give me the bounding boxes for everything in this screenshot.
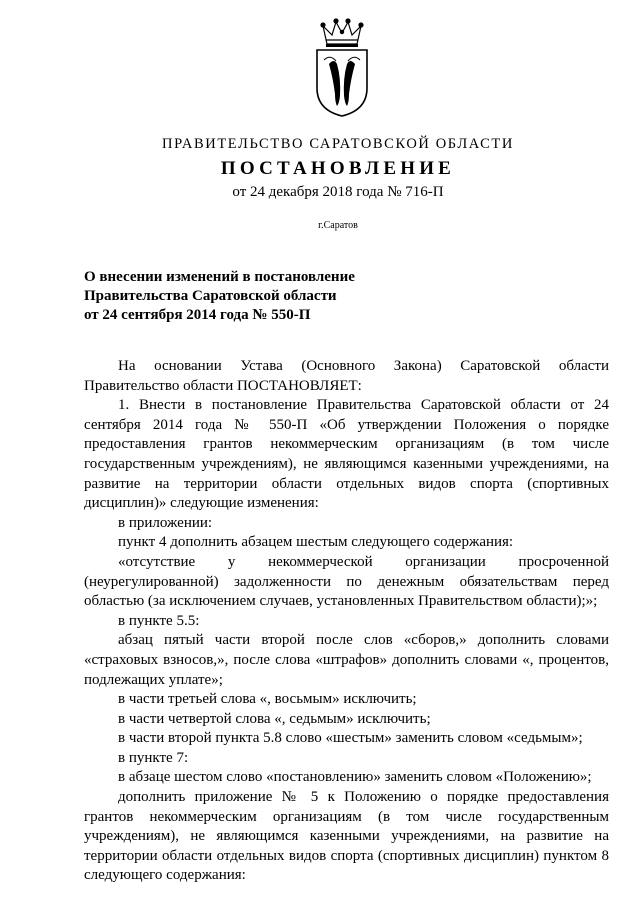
body-paragraph: в пункте 5.5:	[118, 612, 200, 629]
saratov-coat-of-arms-icon	[310, 18, 374, 118]
body-paragraph: абзац пятый части второй после слов «сборов,» дополнить словами «страховых взносов,», после слова «штрафов» дополнить словами «, процентов, подлежащих уплате»;	[84, 632, 609, 688]
body-paragraph: пункт 4 дополнить абзацем шестым следующего содержания:	[118, 534, 514, 551]
subject-line: Правительства Саратовской области	[84, 288, 337, 304]
document-subject	[84, 268, 355, 325]
subject-line: О внесении изменений в постановление	[84, 269, 355, 285]
body-paragraph: в части третьей слова «, восьмым» исключить;	[118, 691, 417, 708]
document-type: ПОСТАНОВЛЕНИЕ	[220, 158, 456, 179]
body-paragraph: в абзаце шестом слово «постановлению» заменить словом «Положению»;	[118, 769, 592, 786]
body-paragraph: в части четвертой слова «, седьмым» исключить;	[118, 710, 431, 727]
subject-line: от 24 сентября 2014 года № 550-П	[84, 307, 311, 323]
document-date-number: от 24 декабря 2018 года № 716-П	[232, 184, 444, 200]
body-paragraph: «отсутствие у некоммерческой организации просроченной (неурегулированной) задолженности по денежным обязательствам перед областью (за исключением случаев, установленных Правительством области);»;	[84, 553, 609, 610]
body-paragraph: На основании Устава (Основного Закона) Саратовской области Правительство области ПОСТАНОВЛЯЕТ:	[84, 358, 609, 394]
document-city: г.Саратов	[318, 220, 358, 231]
body-paragraph: в приложении:	[118, 514, 213, 531]
document-body	[84, 357, 609, 886]
body-paragraph: 1. Внести в постановление Правительства Саратовской области от 24 сентября 2014 года № 550-П «Об утверждении Положения о порядке предоставления грантов некоммерческим организациям (в том числе государственным учреждениям), не являющимся казенными учреждениями, на развитие на территории области отдельных видов спорта (спортивных дисциплин)» следующие изменения:	[84, 397, 609, 512]
body-paragraph: в пункте 7:	[118, 749, 189, 766]
government-title: ПРАВИТЕЛЬСТВО САРАТОВСКОЙ ОБЛАСТИ	[162, 136, 514, 152]
body-paragraph: в части второй пункта 5.8 слово «шестым» заменить словом «седьмым»;	[118, 730, 583, 747]
body-paragraph: дополнить приложение № 5 к Положению о порядке предоставления грантов некоммерческим организациям (в том числе государственным учреждениям), не являющимся казенными учреждениями, на развитие на территории области отдельных видов спорта (спортивных дисциплин) пунктом 8 следующего содержания:	[84, 789, 609, 884]
